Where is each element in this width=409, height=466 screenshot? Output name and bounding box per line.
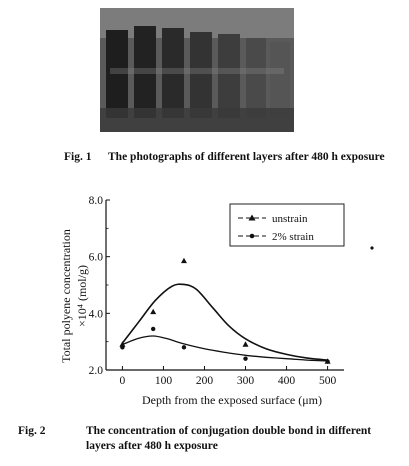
x-tick-label: 500: [318, 375, 337, 387]
figure-2-caption: [18, 424, 398, 458]
data-point-strain: [151, 327, 155, 331]
y-tick-label: 8.0: [88, 195, 103, 207]
y-tick-label: 2.0: [88, 365, 103, 377]
figure-1-caption-text: The photographs of different layers after 480 h exposure: [108, 151, 385, 163]
y-axis-label-line1: Total polyene concentration: [59, 229, 73, 363]
legend-label-strain: 2% strain: [272, 231, 314, 243]
data-point-strain: [325, 359, 329, 363]
data-point-unstrain: [243, 341, 249, 346]
stray-dot: [370, 246, 373, 249]
chart-curves: [122, 284, 327, 361]
chart-markers: [119, 258, 330, 364]
x-tick-label: 0: [119, 375, 126, 387]
y-tick-label: 6.0: [88, 251, 103, 264]
x-axis-label: Depth from the exposed surface (μm): [141, 393, 323, 407]
x-tick-label: 400: [277, 375, 296, 387]
figure-2-caption-text: The concentration of conjugation double bond in different layers after 480 h exposure: [86, 425, 372, 452]
x-tick-label: 300: [236, 375, 255, 387]
series-curve-unstrain: [122, 284, 327, 360]
data-point-strain: [182, 345, 186, 349]
chart-legend: [230, 204, 344, 246]
figure-1-caption: [64, 150, 384, 182]
layers-photograph: [100, 8, 294, 132]
y-axis-label-line2: ×10⁴ (mol/g): [75, 265, 89, 327]
legend-label-unstrain: unstrain: [272, 213, 308, 225]
data-point-strain: [243, 356, 247, 360]
figure-1-label: Fig. 1: [64, 151, 92, 163]
y-tick-label: 4.0: [88, 308, 103, 321]
data-point-strain: [120, 345, 124, 349]
x-tick-label: 100: [154, 375, 173, 387]
data-point-unstrain: [150, 309, 156, 314]
data-point-unstrain: [181, 258, 187, 263]
figure-2-label: Fig. 2: [18, 425, 46, 437]
polyene-concentration-chart: [0, 186, 409, 422]
legend-marker-strain: [250, 234, 255, 239]
x-tick-label: 200: [195, 375, 214, 387]
